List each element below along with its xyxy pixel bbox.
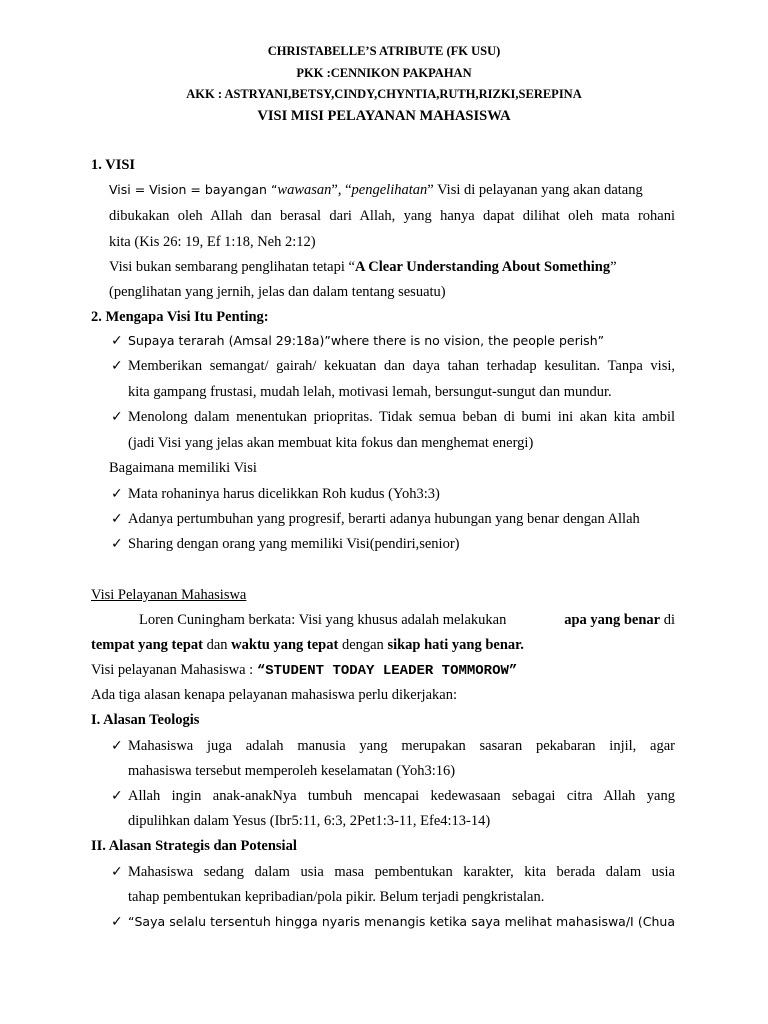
student-today-slogan: “STUDENT TODAY LEADER TOMMOROW” xyxy=(256,663,518,679)
checkmark-icon: ✓ xyxy=(111,914,123,930)
checkmark-icon: ✓ xyxy=(111,333,123,349)
sikap-hati: sikap hati yang benar. xyxy=(387,637,524,653)
section-2-heading: 2. Mengapa Visi Itu Penting: xyxy=(91,309,269,325)
section-3-heading: Visi Pelayanan Mahasiswa xyxy=(91,587,247,603)
header-line-1: CHRISTABELLE’S ATRIBUTE (FK USU) xyxy=(267,44,501,58)
strategis-bullet-1-line-1: Mahasiswa sedang dalam usia masa pembentukan karakter, kita berada dalam usia xyxy=(128,864,675,880)
visi-pelayanan-label: Visi pelayanan Mahasiswa : xyxy=(91,662,257,678)
visi-line-2: dibukakan oleh Allah dan berasal dari Allah, yang hanya dapat dilihat oleh mata rohani xyxy=(109,208,675,224)
bullet-semangat-line-2: kita gampang frustasi, mudah lelah, motivasi lemah, bersungut-sungut dan mundur. xyxy=(128,384,612,400)
bullet-sharing: Sharing dengan orang yang memiliki Visi(pendiri,senior) xyxy=(128,536,460,552)
teologis-bullet-2-line-1: Allah ingin anak-anakNya tumbuh mencapai kedewasaan sebagai citra Allah yang xyxy=(128,788,675,804)
checkmark-icon: ✓ xyxy=(111,738,123,754)
tempat-yang-tepat: tempat yang tepat xyxy=(91,637,203,653)
checkmark-icon: ✓ xyxy=(111,486,123,502)
checkmark-icon: ✓ xyxy=(111,788,123,804)
loren-line-1 xyxy=(91,610,675,630)
pengelihatan-term: pengelihatan xyxy=(351,182,428,198)
strategis-bullet-1-line-2: tahap pembentukan kepribadian/pola pikir. Belum terjadi pengkristalan. xyxy=(128,889,545,905)
loren-dan: dan xyxy=(202,637,232,653)
document-title: VISI MISI PELAYANAN MAHASISWA xyxy=(257,108,511,124)
bullet-semangat-line-1: Memberikan semangat/ gairah/ kekuatan dan daya tahan terhadap kesulitan. Tanpa visi, xyxy=(128,358,675,374)
bullet-prioritas-line-2: (jadi Visi yang jelas akan membuat kita fokus dan menghemat energi) xyxy=(128,435,534,451)
alasan-teologis-heading: I. Alasan Teologis xyxy=(91,712,200,728)
header-line-2: PKK :CENNIKON PAKPAHAN xyxy=(296,66,472,80)
visi-pelayanan-line xyxy=(91,660,517,681)
visi-line-3: kita (Kis 26: 19, Ef 1:18, Neh 2:12) xyxy=(109,234,316,250)
checkmark-icon: ✓ xyxy=(111,536,123,552)
teologis-bullet-1-line-2: mahasiswa tersebut memperoleh keselamatan (Yoh3:16) xyxy=(128,763,456,779)
visi-line-4-text: Visi bukan sembarang penglihatan tetapi “ xyxy=(109,259,355,275)
bullet-prioritas-line-1: Menolong dalam menentukan priopritas. Tidak semua beban di bumi ini akan kita ambil xyxy=(128,409,675,425)
teologis-bullet-2-line-2: dipulihkan dalam Yesus (Ibr5:11, 6:3, 2Pet1:3-11, Efe4:13-14) xyxy=(128,813,491,829)
visi-line-5: (penglihatan yang jernih, jelas dan dalam tentang sesuatu) xyxy=(109,284,446,300)
alasan-strategis-heading: II. Alasan Strategis dan Potensial xyxy=(91,838,297,854)
visi-punct: ”, “ xyxy=(331,182,352,198)
subheading-bagaimana: Bagaimana memiliki Visi xyxy=(109,460,257,476)
clear-understanding-phrase: A Clear Understanding About Something xyxy=(354,259,611,275)
visi-definition-rest: ” Visi di pelayanan yang akan datang xyxy=(427,182,643,198)
loren-quote-text: Loren Cuningham berkata: Visi yang khusus adalah melakukan xyxy=(139,612,507,628)
wawasan-term: wawasan xyxy=(277,182,332,198)
apa-yang-benar: apa yang benar xyxy=(564,612,661,628)
bullet-supaya-terarah: Supaya terarah (Amsal 29:18a)”where there is no vision, the people perish” xyxy=(128,333,605,348)
checkmark-icon: ✓ xyxy=(111,358,123,374)
visi-definition-text: Visi = Vision = bayangan “ xyxy=(109,182,278,197)
checkmark-icon: ✓ xyxy=(111,864,123,880)
checkmark-icon: ✓ xyxy=(111,511,123,527)
strategis-bullet-2-line-1: “Saya selalu tersentuh hingga nyaris menangis ketika saya melihat mahasiswa/I (Chua xyxy=(128,914,675,929)
visi-line-1 xyxy=(109,180,675,200)
loren-line-2 xyxy=(91,635,524,655)
header-line-3: AKK : ASTRYANI,BETSY,CINDY,CHYNTIA,RUTH,RIZKI,SEREPINA xyxy=(186,87,582,101)
tiga-alasan-line: Ada tiga alasan kenapa pelayanan mahasiswa perlu dikerjakan: xyxy=(91,687,457,703)
waktu-yang-tepat: waktu yang tepat xyxy=(231,637,339,653)
visi-line-4-close: ” xyxy=(610,259,617,275)
loren-dengan: dengan xyxy=(338,637,388,653)
teologis-bullet-1-line-1: Mahasiswa juga adalah manusia yang merupakan sasaran pekabaran injil, agar xyxy=(128,738,675,754)
bullet-pertumbuhan: Adanya pertumbuhan yang progresif, berarti adanya hubungan yang benar dengan Allah xyxy=(128,511,640,527)
checkmark-icon: ✓ xyxy=(111,409,123,425)
visi-line-4 xyxy=(109,257,617,277)
section-1-heading: 1. VISI xyxy=(91,157,136,173)
bullet-mata-rohani: Mata rohaninya harus dicelikkan Roh kudus (Yoh3:3) xyxy=(128,486,440,502)
loren-di: di xyxy=(660,612,675,628)
